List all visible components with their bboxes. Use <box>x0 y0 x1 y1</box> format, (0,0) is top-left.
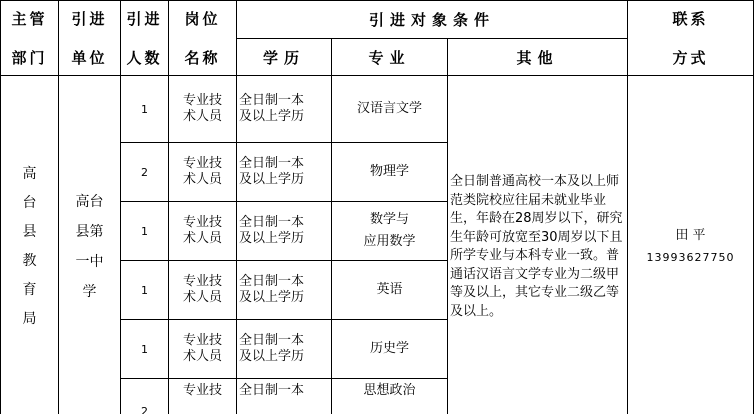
contact-name: 田 平 <box>675 228 706 243</box>
unit-cell: 高台县第一中学 <box>59 76 121 414</box>
count-cell: 2 <box>121 379 169 414</box>
header-row-1 <box>1 1 754 39</box>
header-position: 岗位 名称 <box>169 1 237 76</box>
count-cell: 2 <box>121 143 169 202</box>
header-conditions: 引进对象条件 <box>237 1 628 39</box>
header-other: 其他 <box>448 39 628 76</box>
header-education: 学历 <box>237 39 332 76</box>
major-cell: 历史学 <box>332 320 448 379</box>
education-cell: 全日制一本 <box>237 379 332 414</box>
header-count: 引进 人数 <box>121 1 169 76</box>
count-cell: 1 <box>121 202 169 261</box>
education-cell: 全日制一本 及以上学历 <box>237 202 332 261</box>
education-cell: 全日制一本 及以上学历 <box>237 76 332 143</box>
header-contact: 联系 方式 <box>628 1 754 76</box>
header-major: 专业 <box>332 39 448 76</box>
position-cell: 专业技 术人员 <box>169 320 237 379</box>
table-row <box>1 76 754 143</box>
education-cell: 全日制一本 及以上学历 <box>237 320 332 379</box>
major-cell: 思想政治 <box>332 379 448 414</box>
education-cell: 全日制一本 及以上学历 <box>237 261 332 320</box>
dept-cell: 高台县教育局 <box>1 76 59 414</box>
count-cell: 1 <box>121 320 169 379</box>
major-cell: 汉语言文学 <box>332 76 448 143</box>
education-cell: 全日制一本 及以上学历 <box>237 143 332 202</box>
header-dept: 主管 部门 <box>1 1 59 76</box>
count-cell: 1 <box>121 261 169 320</box>
header-unit: 引进 单位 <box>59 1 121 76</box>
contact-phone: 13993627750 <box>646 251 735 264</box>
position-cell: 专业技 术人员 <box>169 261 237 320</box>
major-cell: 英语 <box>332 261 448 320</box>
major-cell: 数学与 应用数学 <box>332 202 448 261</box>
contact-cell <box>628 76 754 414</box>
major-cell: 物理学 <box>332 143 448 202</box>
count-cell: 1 <box>121 76 169 143</box>
position-cell: 专业技 术人员 <box>169 76 237 143</box>
other-conditions-cell: 全日制普通高校一本及以上师范类院校应往届未就业毕业生，年龄在28周岁以下，研究生年龄可放宽至30周岁以下且所学专业与本科专业一致。普通话汉语言文学专业为二级甲等及以上，其它专业二级乙等及以上。 <box>448 76 628 414</box>
position-cell: 专业技 <box>169 379 237 414</box>
position-cell: 专业技 术人员 <box>169 143 237 202</box>
position-cell: 专业技 术人员 <box>169 202 237 261</box>
